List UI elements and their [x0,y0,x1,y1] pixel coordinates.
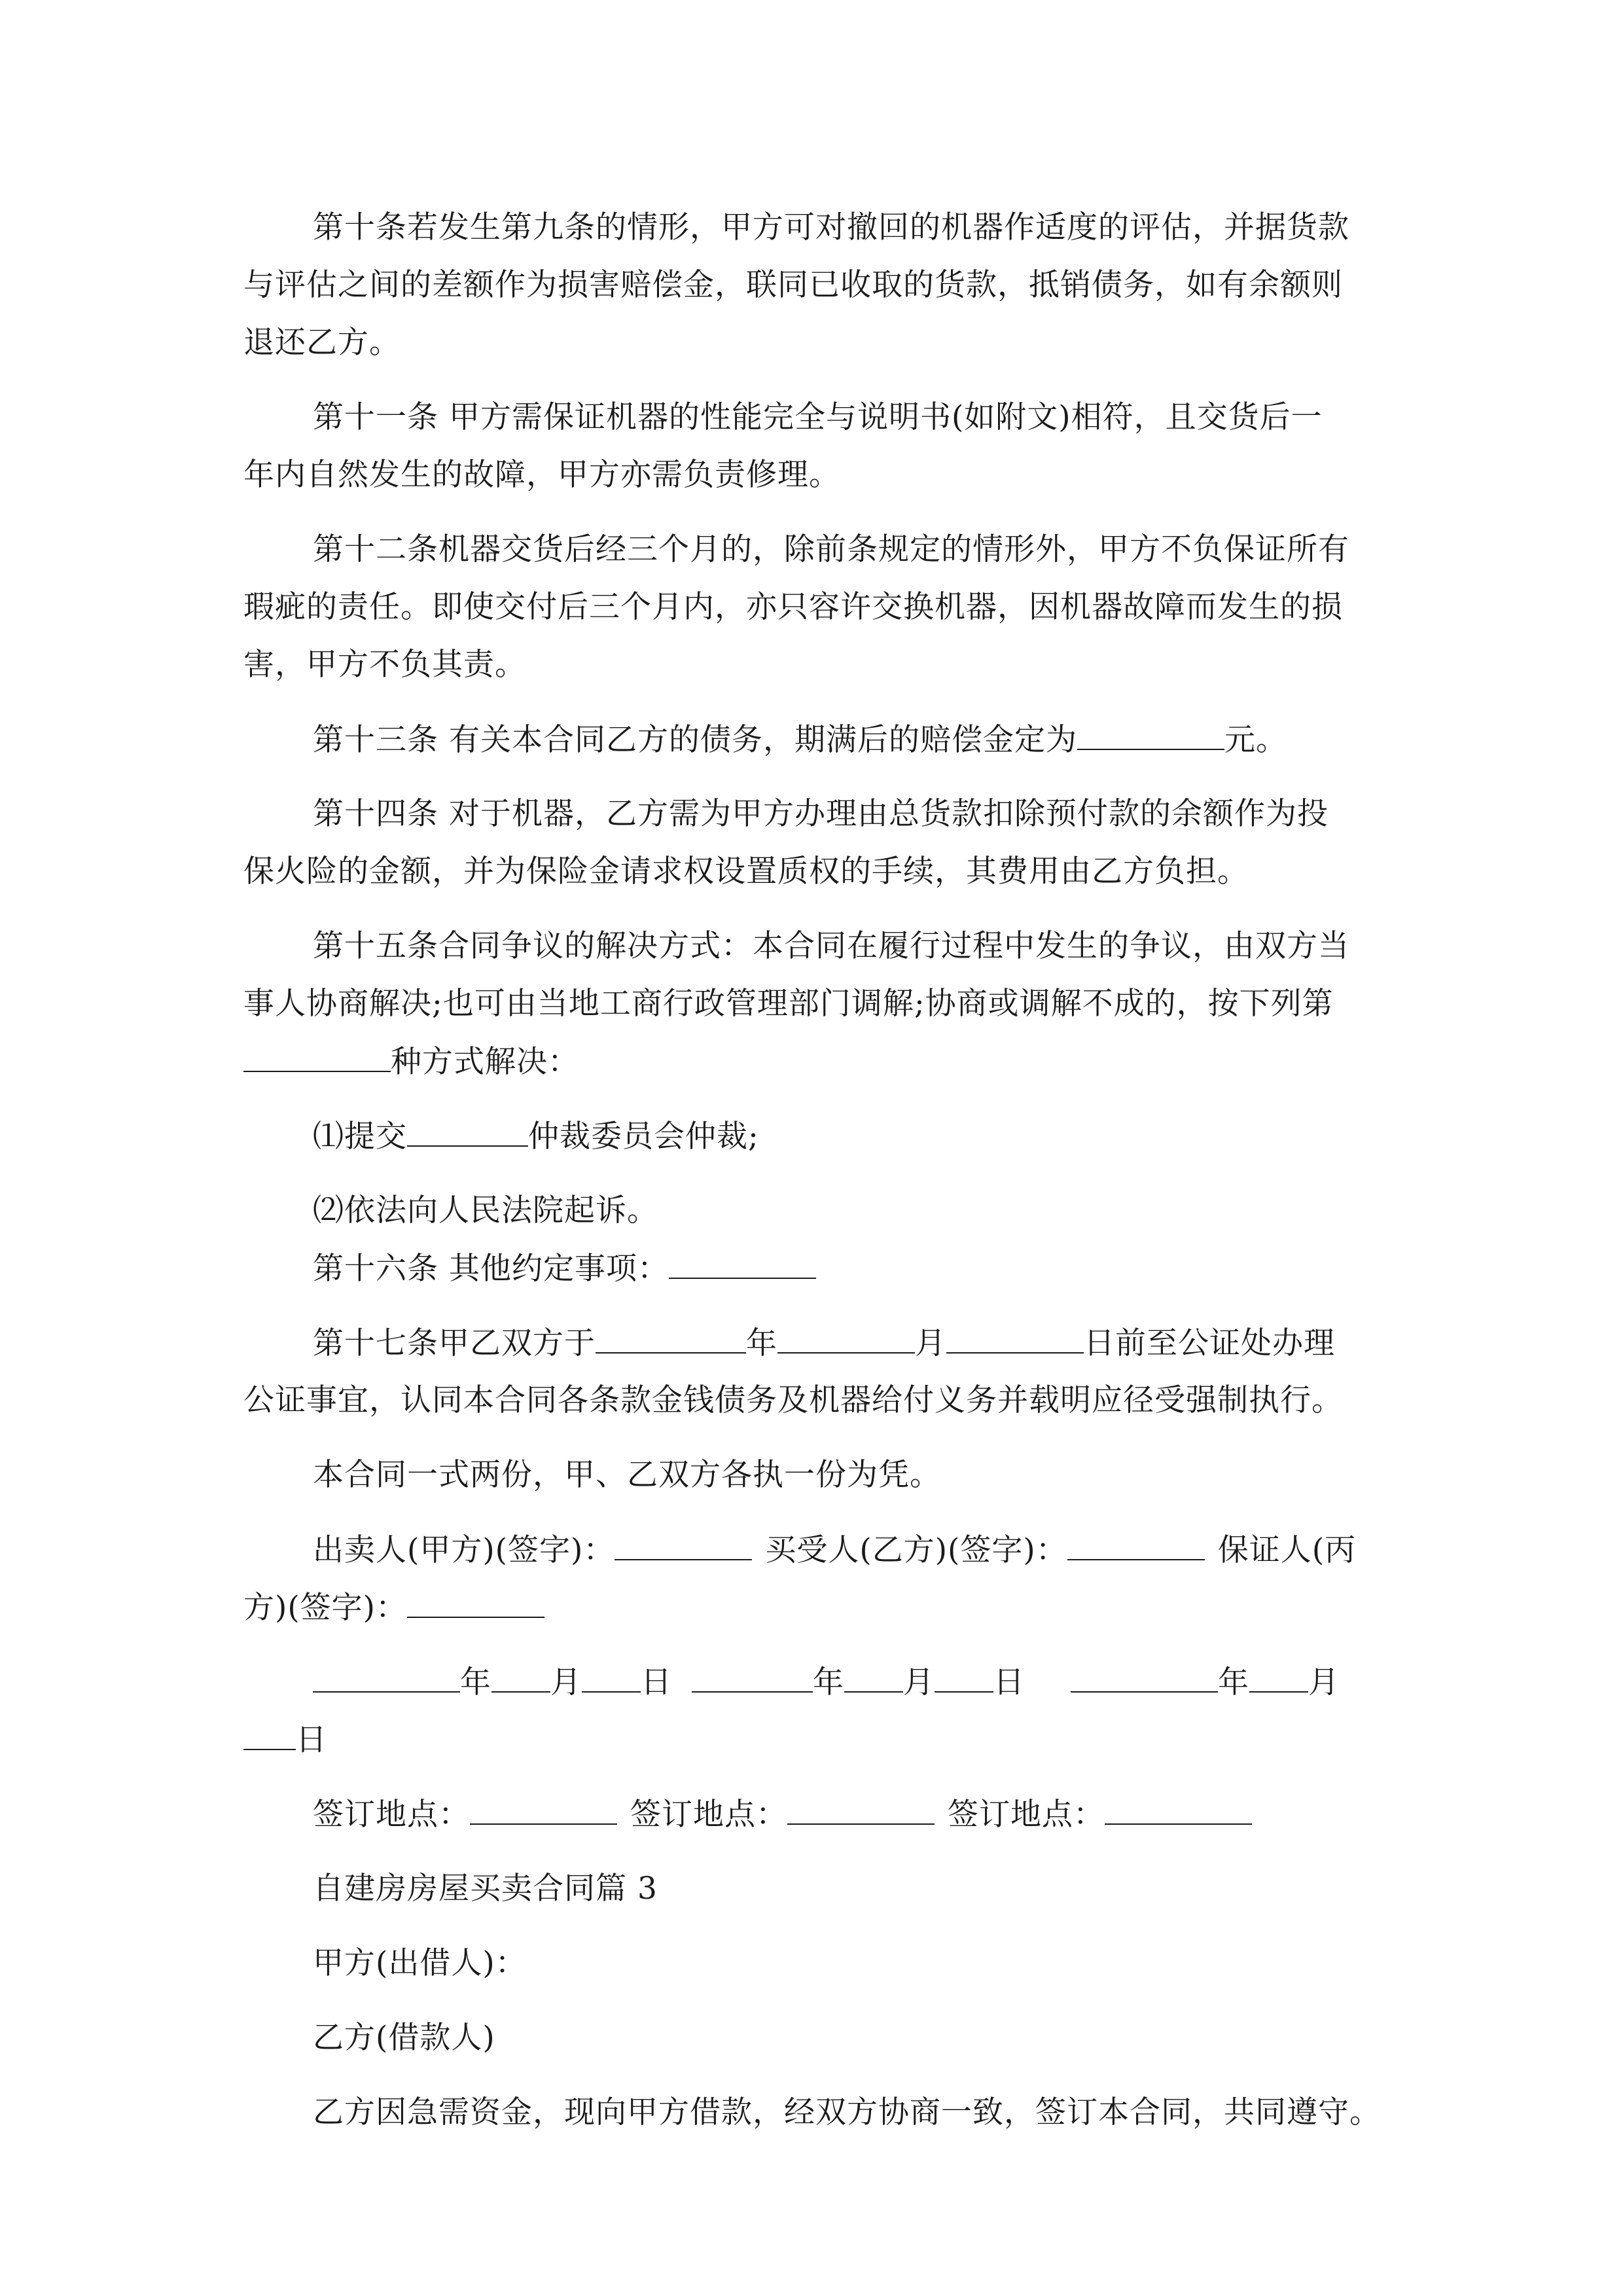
option-1-suffix: 仲裁委员会仲裁; [528,1119,759,1155]
article-14-line-1: 第十四条 对于机器，乙方需为甲方办理由总货款扣除预付款的余额作为投 [313,796,1329,832]
article-15-line-3-text: 种方式解决： [391,1044,579,1080]
article-12-line-1: 第十二条机器交货后经三个月的，除前条规定的情形外，甲方不负保证所有 [313,531,1349,567]
buyer-place-blank[interactable] [787,1795,935,1825]
article-15-line-2: 事人协商解决;也可由当地工商行政管理部门调解;协商或调解不成的，按下列第 [243,986,1334,1022]
buyer-day-label: 日 [993,1664,1025,1700]
article-13-line [313,720,1287,760]
article-11-line-1: 第十一条 甲方需保证机器的性能完全与说明书(如附文)相符，且交货后一 [313,399,1323,435]
signing-dates-line-2 [243,1720,327,1760]
buyer-place-label: 签订地点： [630,1797,787,1833]
article-10-line-3: 退还乙方。 [243,325,401,361]
seller-place-label: 签订地点： [313,1797,470,1833]
guarantor-year-label: 年 [1218,1664,1249,1700]
article-13-suffix: 元。 [1224,722,1287,758]
article-17-year: 年 [746,1325,777,1361]
party-a-label: 甲方(出借人)： [313,1945,527,1981]
buyer-day-blank[interactable] [935,1662,993,1693]
article-17-line-1 [313,1323,1335,1363]
guarantor-place-blank[interactable] [1105,1795,1252,1825]
article-15-option-2: ⑵依法向人民法院起诉。 [313,1193,658,1229]
article-17-day-suffix: 日前至公证处办理 [1084,1325,1335,1361]
guarantor-year-blank[interactable] [1071,1662,1218,1693]
notary-month-blank[interactable] [777,1323,915,1354]
seller-signature-blank[interactable] [615,1530,752,1560]
buyer-year-blank[interactable] [692,1662,813,1693]
article-17-line-2: 公证事宜，认同本合同各条款金钱债务及机器给付义务并载明应径受强制执行。 [243,1382,1343,1418]
party-b-label: 乙方(借款人) [313,2020,495,2056]
arbitration-committee-blank[interactable] [407,1117,528,1147]
guarantor-day-label: 日 [296,1722,327,1758]
notary-day-blank[interactable] [946,1323,1084,1354]
dispute-method-blank[interactable] [243,1042,391,1072]
article-14-line-2: 保火险的金额，并为保险金请求权设置质权的手续，其费用由乙方负担。 [243,853,1249,889]
article-15-option-1 [313,1117,759,1157]
buyer-year-label: 年 [813,1664,844,1700]
guarantor-signature-label: 保证人(丙 [1217,1532,1357,1568]
seller-month-blank[interactable] [491,1662,550,1693]
buyer-month-label: 月 [903,1664,935,1700]
signing-dates-line [313,1662,1340,1702]
article-17-prefix: 第十七条甲乙双方于 [313,1325,596,1361]
article-12-line-2: 瑕疵的责任。即使交付后三个月内，亦只容许交换机器，因机器故障而发生的损 [243,589,1343,625]
seller-month-label: 月 [550,1664,582,1700]
guarantor-day-blank[interactable] [243,1720,296,1750]
seller-year-label: 年 [460,1664,491,1700]
compensation-amount-blank[interactable] [1077,720,1224,750]
section-3-title: 自建房房屋买卖合同篇 3 [313,1871,658,1907]
article-15-line-3 [243,1042,579,1082]
article-17-month: 月 [915,1325,946,1361]
guarantor-month-blank[interactable] [1249,1662,1308,1693]
buyer-signature-blank[interactable] [1067,1530,1205,1560]
seller-signature-label: 出卖人(甲方)(签字)： [313,1532,615,1568]
article-12-line-3: 害，甲方不负其责。 [243,647,526,683]
signing-places-line [313,1795,1252,1835]
seller-day-blank[interactable] [582,1662,641,1693]
notary-year-blank[interactable] [596,1323,746,1354]
guarantor-signature-blank[interactable] [407,1588,544,1618]
copies-statement: 本合同一式两份，甲、乙双方各执一份为凭。 [313,1457,941,1493]
seller-day-label: 日 [641,1664,672,1700]
article-10-line-2: 与评估之间的差额作为损害赔偿金，联同已收取的货款，抵销债务，如有余额则 [243,267,1343,303]
buyer-signature-label: 买受人(乙方)(签字)： [765,1532,1067,1568]
seller-place-blank[interactable] [470,1795,617,1825]
article-16-text: 第十六条 其他约定事项： [313,1251,669,1287]
other-terms-blank[interactable] [669,1249,816,1279]
seller-year-blank[interactable] [313,1662,460,1693]
buyer-month-blank[interactable] [844,1662,903,1693]
guarantor-place-label: 签订地点： [948,1797,1105,1833]
guarantor-signature-label-cont: 方)(签字)： [243,1590,408,1626]
loan-intro: 乙方因急需资金，现向甲方借款，经双方协商一致，签订本合同，共同遵守。 [313,2094,1381,2130]
article-11-line-2: 年内自然发生的故障，甲方亦需负责修理。 [243,457,840,493]
article-13-text: 第十三条 有关本合同乙方的债务，期满后的赔偿金定为 [313,722,1077,758]
article-16-line [313,1249,816,1289]
signature-line-1 [313,1530,1356,1570]
signature-line-2 [243,1588,544,1628]
article-10-line-1: 第十条若发生第九条的情形，甲方可对撤回的机器作适度的评估，并据货款 [313,209,1349,245]
option-1-prefix: ⑴提交 [313,1119,407,1155]
guarantor-month-label: 月 [1308,1664,1340,1700]
article-15-line-1: 第十五条合同争议的解决方式：本合同在履行过程中发生的争议，由双方当 [313,928,1349,964]
